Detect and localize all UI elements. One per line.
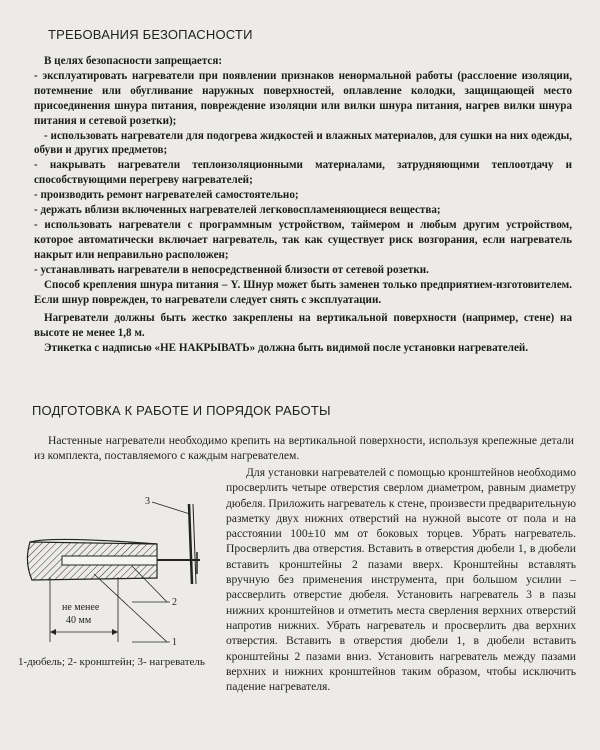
callout-1: 1 bbox=[172, 637, 177, 648]
safety-item: - эксплуатировать нагреватели при появлении признаков ненормальной работы (расслоение изоляции, потемнение или обугливание наружных поверхностей, оплавление колодки, защищающей место присоединения шнура питания, повреждение изоляции или вилки шнура питания, нагрев вилки шнура питания и сетевой розетки); bbox=[34, 69, 572, 127]
preparation-intro: Настенные нагреватели необходимо крепить на вертикальной поверхности, используя крепежные детали из комплекта, поставляемого с каждым нагревателем. bbox=[34, 434, 574, 463]
safety-heading: ТРЕБОВАНИЯ БЕЗОПАСНОСТИ bbox=[48, 27, 253, 42]
safety-item: - производить ремонт нагревателей самостоятельно; bbox=[34, 189, 299, 202]
safety-intro: В целях безопасности запрещается: bbox=[44, 55, 223, 67]
dimension-label-line1: не менее bbox=[62, 602, 100, 613]
safety-item: - использовать нагреватели для подогрева жидкостей и влажных материалов, для сушки на них одежды, обуви и других предметов; bbox=[34, 129, 572, 157]
safety-section bbox=[34, 54, 572, 356]
label-note: Этикетка с надписью «НЕ НАКРЫВАТЬ» должна быть видимой после установки нагревателей. bbox=[44, 342, 529, 355]
callout-3: 3 bbox=[145, 496, 150, 507]
safety-item: - устанавливать нагреватели в непосредственной близости от сетевой розетки. bbox=[34, 263, 429, 276]
callout-2: 2 bbox=[172, 597, 177, 608]
safety-item: - использовать нагреватели с программным устройством, таймером и любым другим устройством, которое автоматически включает нагреватель, так как существует риск возгорания, если нагреватель накрыт или неправильно расположен; bbox=[34, 218, 572, 261]
safety-item: - накрывать нагреватели теплоизоляционными материалами, затрудняющими теплоотдачу и способствующими перегреву нагревателей; bbox=[34, 159, 572, 187]
safety-item: - держать вблизи включенных нагревателей легковоспламеняющиеся вещества; bbox=[34, 204, 441, 217]
figure-caption: 1-дюбель; 2- кронштейн; 3- нагреватель bbox=[18, 656, 205, 668]
preparation-heading: ПОДГОТОВКА К РАБОТЕ И ПОРЯДОК РАБОТЫ bbox=[32, 403, 331, 418]
heater-panel bbox=[189, 504, 196, 584]
mounting-note: Нагреватели должны быть жестко закреплены на вертикальной поверхности (например, стене) на высоте не менее 1,8 м. bbox=[34, 312, 572, 340]
cord-note: Способ крепления шнура питания – Y. Шнур может быть заменен только предприятием-изготовителем. Если шнур поврежден, то нагреватели следует снять с эксплуатации. bbox=[34, 278, 572, 306]
mounting-diagram bbox=[22, 492, 222, 672]
preparation-body: Для установки нагревателей с помощью кронштейнов необходимо просверлить четыре отверстия сверлом диаметром, равным диаметру дюбеля. Приложить нагреватель к стене, произвести предварительную разметку двух нижних отверстий на нужной высоте от пола и на расстоянии 100±10 мм от боковых торцев. Убрать нагреватель. Просверлить два отверстия. Вставить в отверстия дюбели 1, в дюбели вставить кронштейны 2 пазами вверх. Кронштейны вставлять вручную без применения инструмента, при большом усилии – рассверлить отверстие дюбеля. Установить нагреватель 3 в пазы нижних кронштейнов и отметить места сверления верхних отверстий напротив нижних. Убрать нагреватель и просверлить два верхних отверстия. Вставить в отверстия дюбели 1, в дюбели вставить кронштейны 2 пазами вниз. Установить нагреватель между пазами верхних и нижних кронштейнов таким образом, чтобы исключить падение нагревателя. bbox=[226, 466, 576, 694]
dimension-label-line2: 40 мм bbox=[66, 615, 92, 626]
